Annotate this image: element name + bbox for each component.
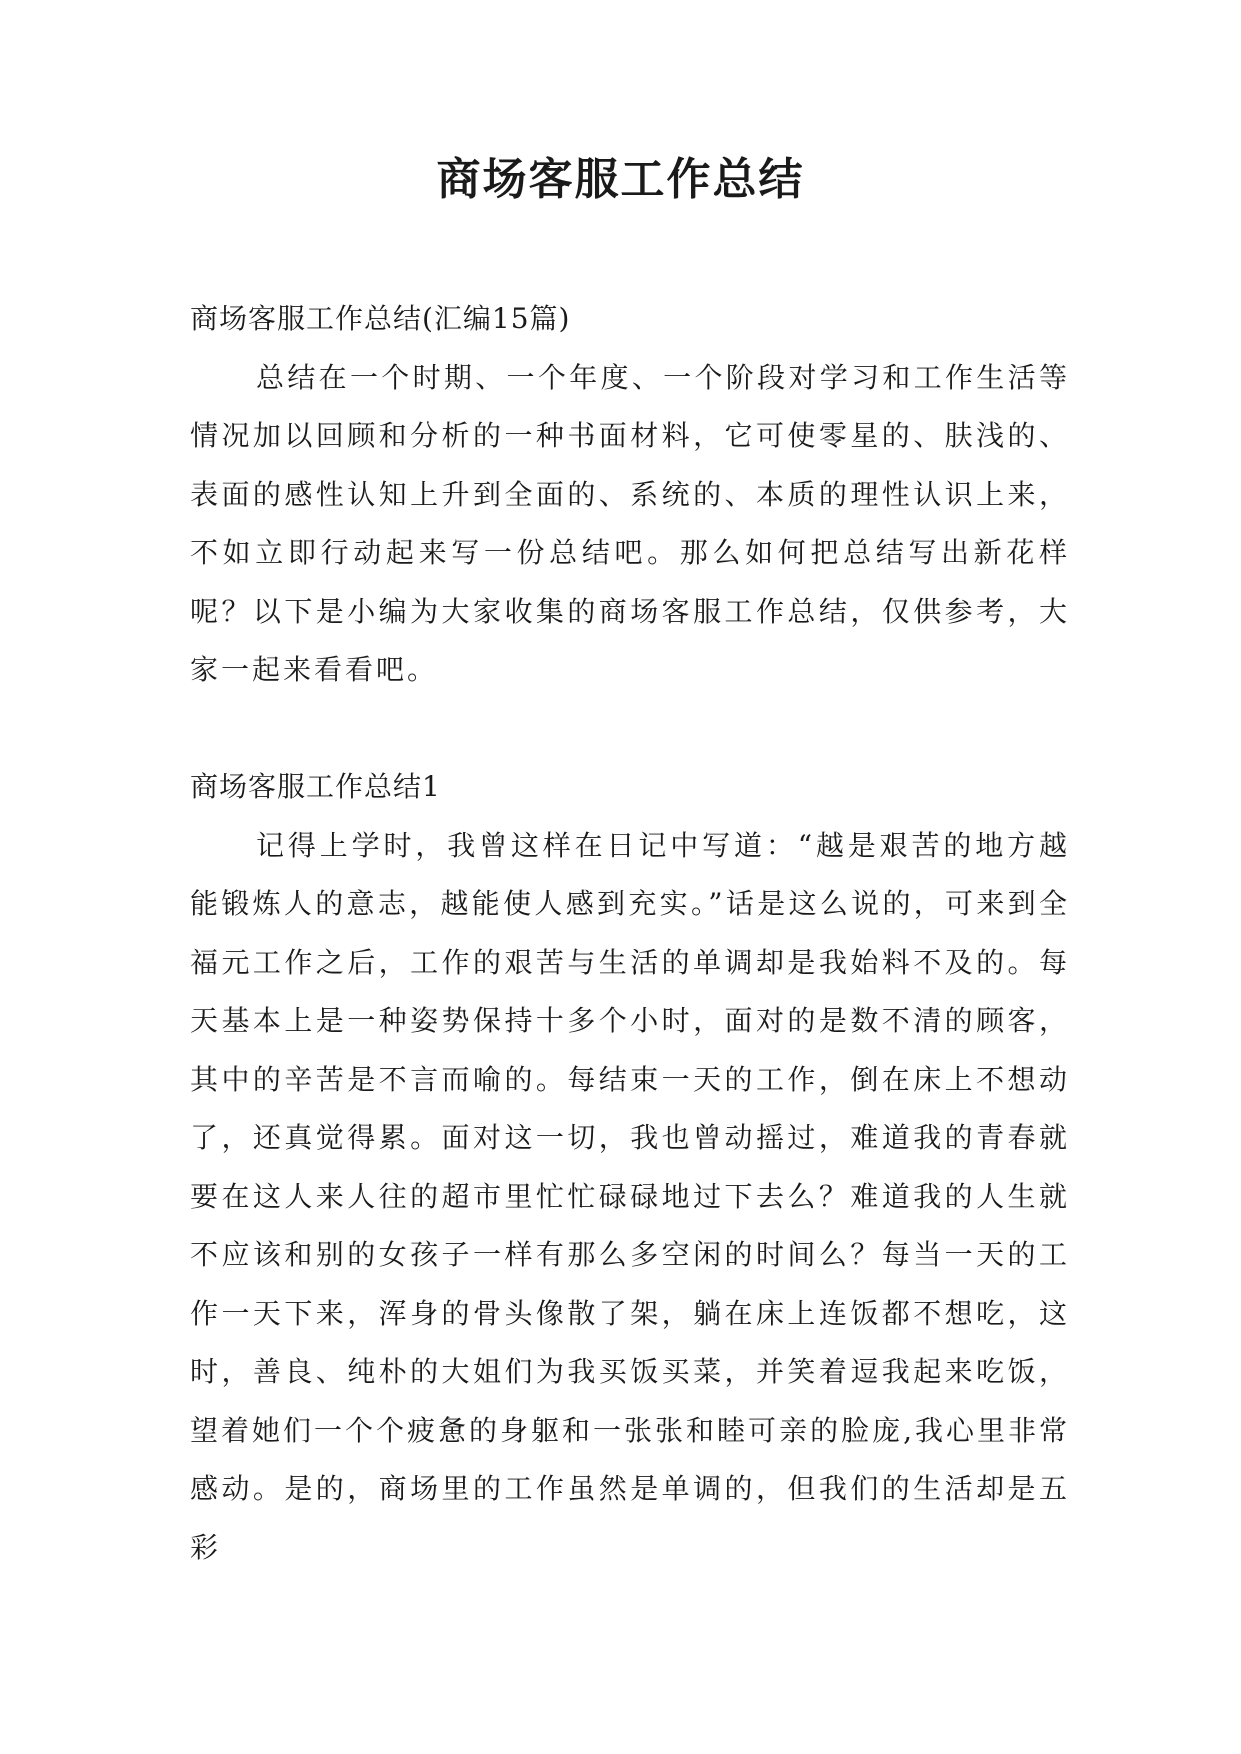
section-1-heading: 商场客服工作总结1 — [190, 770, 441, 803]
intro-paragraph: 总结在一个时期、一个年度、一个阶段对学习和工作生活等情况加以回顾和分析的一种书面材料，它可使零星的、肤浅的、表面的感性认知上升到全面的、系统的、本质的理性认识上来，不如立即行动起来写一份总结吧。那么如何把总结写出新花样呢？以下是小编为大家收集的商场客服工作总结，仅供参考，大家一起来看看吧。 — [190, 360, 1070, 686]
document-title: 商场客服工作总结 — [436, 154, 805, 205]
section-1-paragraph: 记得上学时，我曾这样在日记中写道：“越是艰苦的地方越能锻炼人的意志，越能使人感到充实。”话是这么说的，可来到全福元工作之后，工作的艰苦与生活的单调却是我始料不及的。每天基本上是一种姿势保持十多个小时，面对的是数不清的顾客，其中的辛苦是不言而喻的。每结束一天的工作，倒在床上不想动了，还真觉得累。面对这一切，我也曾动摇过，难道我的青春就要在这人来人往的超市里忙忙碌碌地过下去么？难道我的人生就不应该和别的女孩子一样有那么多空闲的时间么？每当一天的工作一天下来，浑身的骨头像散了架，躺在床上连饭都不想吃，这时，善良、纯朴的大姐们为我买饭买菜，并笑着逗我起来吃饭，望着她们一个个疲惫的身躯和一张张和睦可亲的脸庞,我心里非常感动。是的，商场里的工作虽然是单调的，但我们的生活却是五彩 — [190, 828, 1070, 1564]
section-spacer — [190, 700, 1070, 759]
document-subtitle: 商场客服工作总结(汇编15篇) — [190, 302, 571, 335]
document-body — [190, 290, 1070, 1577]
